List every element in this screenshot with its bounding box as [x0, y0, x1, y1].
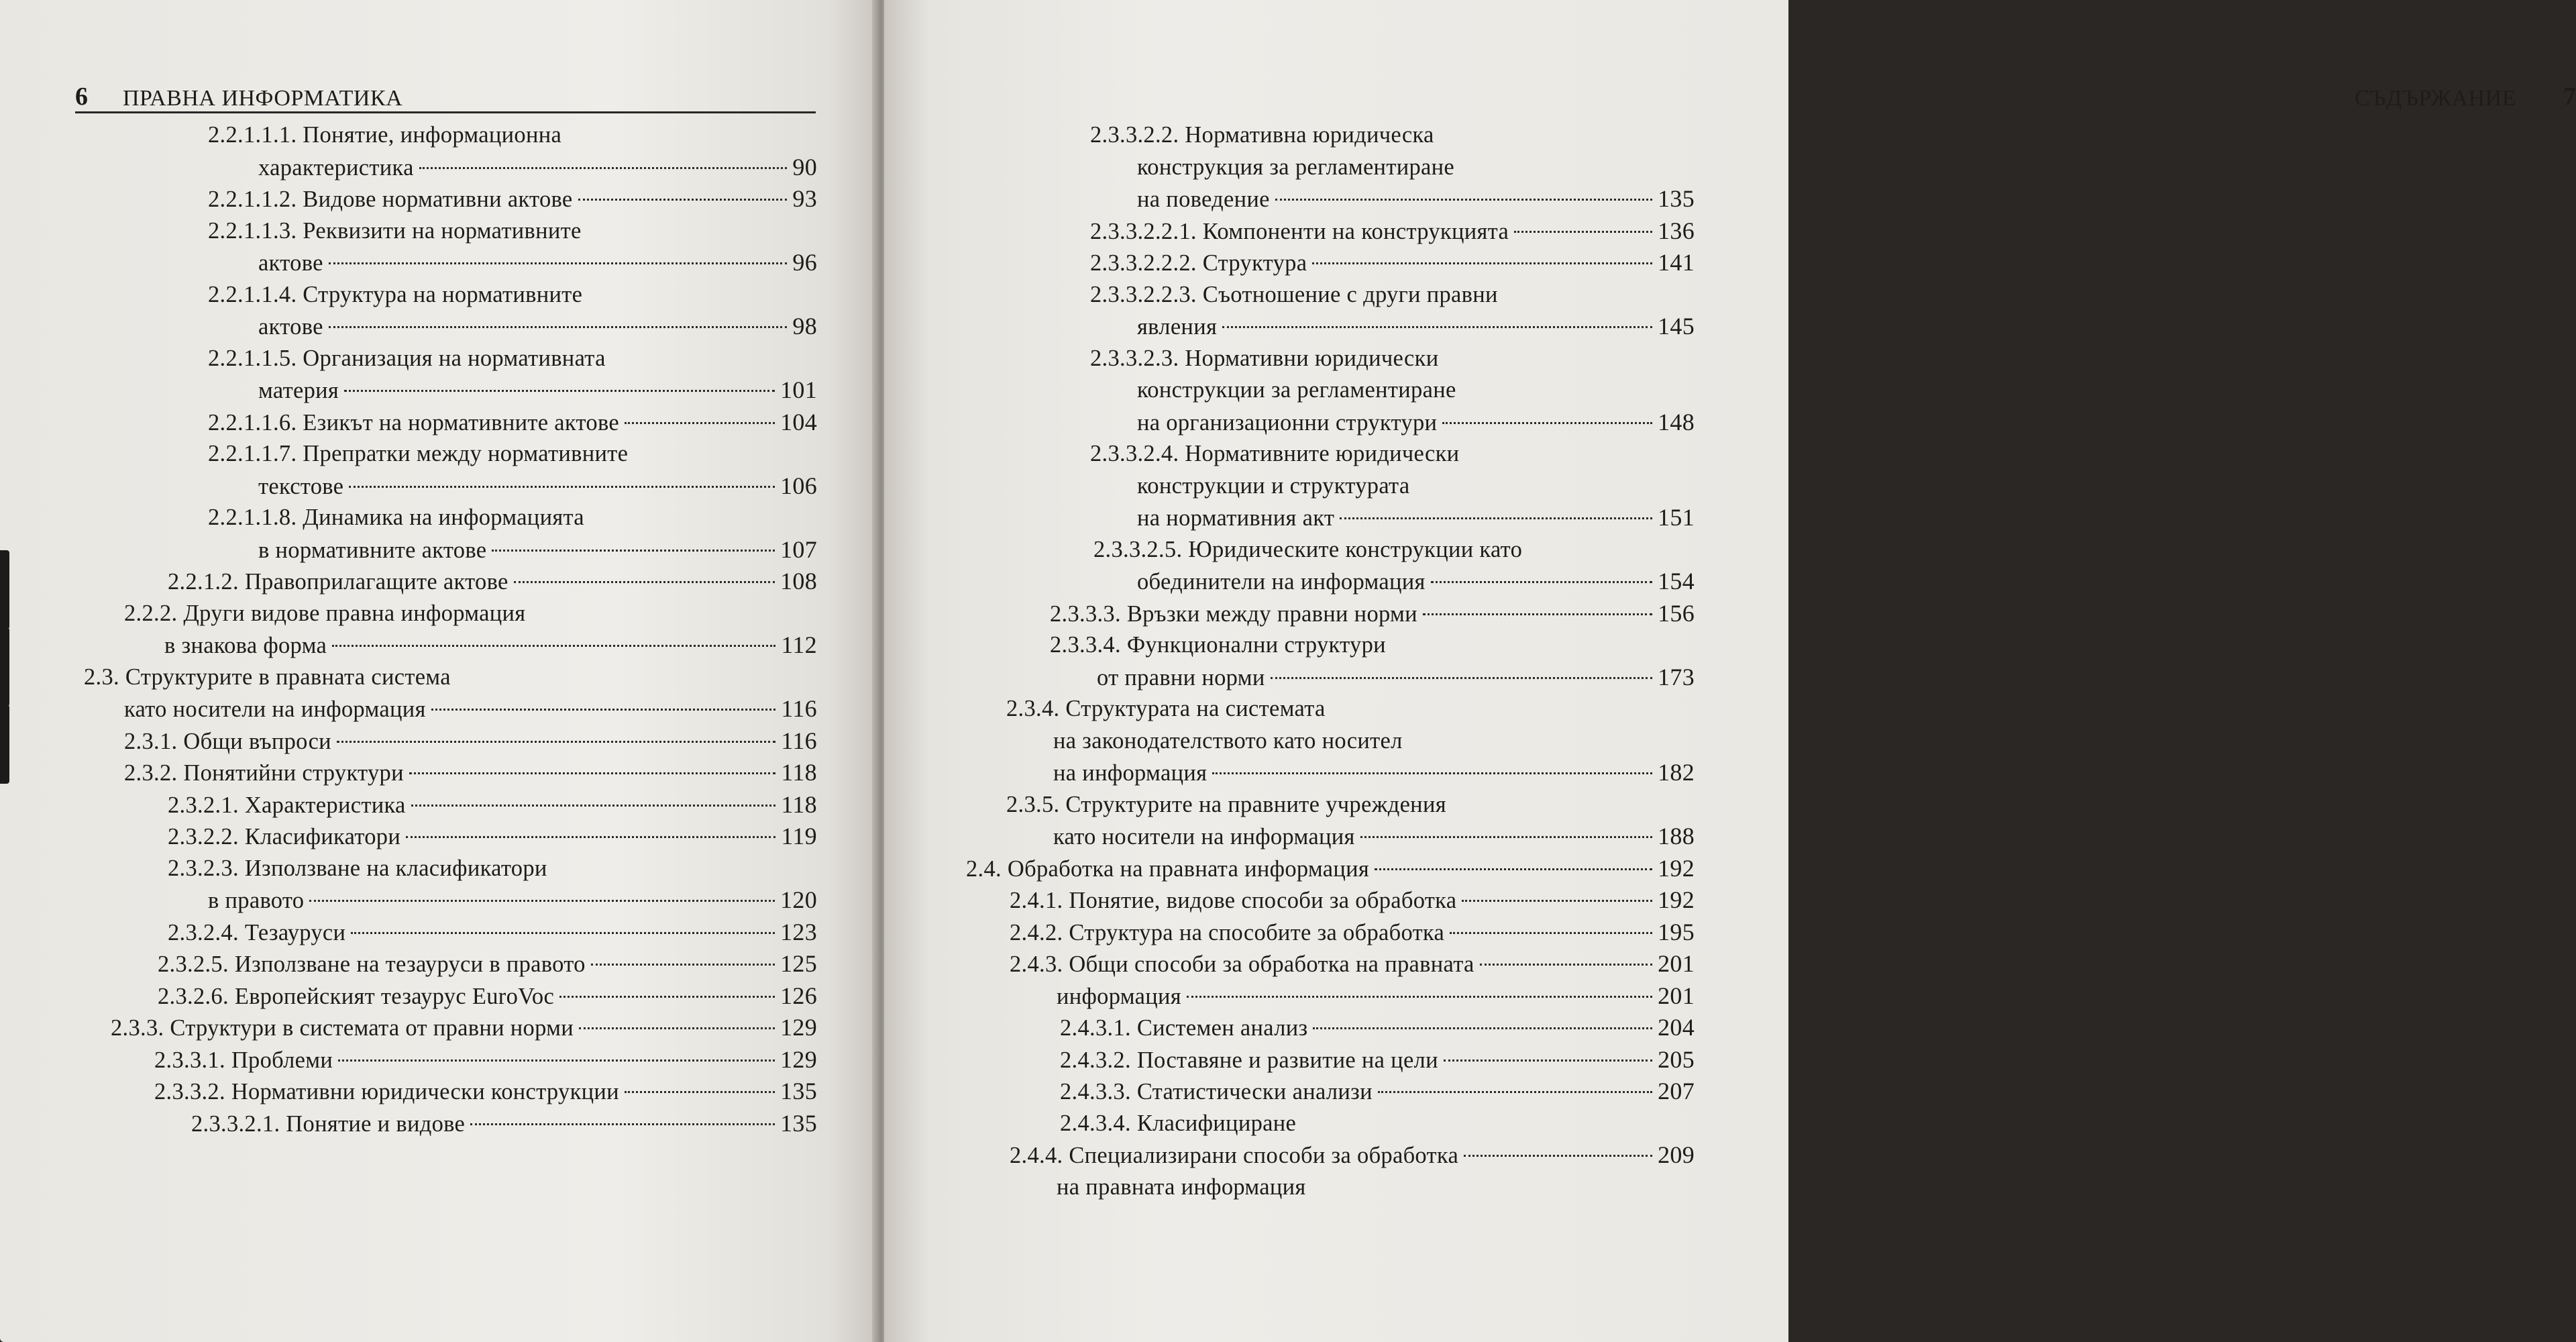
toc-entry-text: на правната информация — [1057, 1174, 1306, 1200]
toc-entry-text: 2.3.3.2.4. Нормативните юридически — [1090, 441, 1460, 466]
toc-page-number: 151 — [1658, 504, 1695, 531]
toc-entry-text: 2.2.1.2. Правоприлагащите актове — [168, 569, 508, 595]
toc-page-number: 192 — [1658, 854, 1695, 882]
dot-leader — [1275, 199, 1652, 201]
toc-page-number: 195 — [1658, 918, 1695, 945]
toc-entry-text: конструкции и структурата — [1137, 472, 1410, 499]
toc-entry — [1090, 119, 1434, 152]
dot-leader — [1444, 1060, 1652, 1062]
toc-entry-text: 2.3.4. Структурата на системата — [1006, 696, 1326, 721]
toc-entry-text: 2.3.3.2.2. Нормативна юридическа — [1090, 122, 1434, 148]
toc-page-number: 118 — [781, 790, 817, 818]
toc-entry-text: на поведение — [1137, 187, 1270, 212]
toc-entry — [1090, 279, 1498, 311]
dot-leader — [406, 836, 775, 838]
toc-entry-text: 2.2.1.1.4. Структура на нормативните — [208, 281, 583, 307]
toc-entry-text: 2.3.3.3. Връзки между правни норми — [1050, 601, 1417, 627]
dot-leader — [351, 932, 775, 934]
toc-entry-text: 2.3.2.5. Използване на тезауруси в правото — [158, 951, 586, 977]
dot-leader — [1187, 996, 1652, 998]
toc-entry — [1060, 1076, 1695, 1108]
toc-entry — [1093, 534, 1522, 566]
left-page-header — [75, 72, 816, 113]
toc-entry — [1137, 502, 1695, 534]
toc-page-number: 90 — [792, 153, 817, 180]
toc-entry-text: 2.3.1. Общи въпроси — [124, 728, 331, 754]
toc-entry — [1053, 725, 1403, 758]
dot-leader — [1423, 613, 1652, 615]
toc-entry — [1137, 183, 1695, 215]
toc-entry — [258, 534, 817, 566]
dot-leader — [579, 1027, 775, 1029]
toc-entry — [111, 1012, 817, 1044]
dot-leader — [591, 964, 775, 966]
toc-entry — [1090, 343, 1438, 375]
toc-entry-text: като носители на информация — [124, 696, 426, 722]
dot-leader — [1480, 964, 1652, 966]
toc-page-number: 207 — [1658, 1078, 1695, 1104]
toc-entry-text: 2.3.3.2.2.3. Съотношение с други правни — [1090, 281, 1498, 307]
toc-entry — [1057, 980, 1695, 1013]
toc-entry-text: конструкции за регламентиране — [1137, 377, 1456, 403]
toc-entry-text: 2.2.1.1.2. Видове нормативни актове — [208, 187, 573, 212]
toc-entry — [168, 789, 817, 821]
dot-leader — [1431, 581, 1652, 583]
toc-entry — [124, 725, 817, 758]
toc-entry-text: 2.3.3.2.3. Нормативни юридически — [1090, 345, 1439, 371]
toc-entry-text: 2.2.1.1.8. Динамика на информацията — [208, 505, 584, 530]
toc-page-number: 129 — [780, 1045, 817, 1073]
toc-entry — [1090, 438, 1459, 470]
toc-entry-text: характеристика — [258, 154, 414, 180]
toc-page-number: 116 — [781, 695, 817, 722]
toc-page-number: 173 — [1658, 663, 1695, 690]
toc-entry — [158, 948, 817, 980]
toc-entry — [1060, 1044, 1695, 1076]
toc-page-number: 154 — [1658, 568, 1695, 595]
toc-entry — [1010, 884, 1695, 917]
toc-entry — [966, 853, 1695, 885]
toc-entry-text: 2.4.3.4. Класифициране — [1060, 1110, 1297, 1136]
toc-entry-text: 2.2.1.1.5. Организация на нормативната — [208, 345, 606, 371]
toc-entry — [258, 374, 817, 407]
toc-entry-text: като носители на информация — [1053, 824, 1355, 849]
toc-entry — [1060, 1108, 1296, 1140]
toc-page-number: 93 — [792, 185, 817, 212]
toc-entry-text: материя — [258, 378, 339, 403]
toc-entry — [168, 566, 817, 598]
toc-entry-text: 2.4.3. Общи способи за обработка на правната — [1010, 951, 1474, 977]
dot-leader — [1222, 326, 1652, 328]
dot-leader — [409, 772, 776, 774]
toc-entry-text: актове — [258, 250, 323, 276]
toc-page-number: 209 — [1658, 1141, 1695, 1168]
toc-page-number: 116 — [781, 727, 817, 754]
toc-entry — [208, 119, 561, 152]
toc-entry-text: 2.3.2.2. Класификатори — [168, 824, 401, 849]
toc-entry-text: 2.3.2.4. Тезауруси — [168, 919, 346, 945]
toc-entry — [208, 502, 584, 534]
toc-page-number: 136 — [1658, 217, 1695, 244]
toc-entry-text: 2.3.3.1. Проблеми — [154, 1047, 333, 1073]
toc-entry — [168, 853, 547, 885]
toc-entry — [164, 629, 817, 662]
toc-page-number: 118 — [781, 759, 817, 786]
toc-page-number: 201 — [1658, 982, 1695, 1009]
dot-leader — [329, 262, 788, 264]
toc-entry — [154, 1044, 817, 1076]
dot-leader — [329, 326, 788, 328]
toc-entry — [124, 598, 525, 630]
left-page-number: 6 — [75, 83, 88, 111]
toc-entry — [1053, 821, 1695, 853]
left-running-title: ПРАВНА ИНФОРМАТИКА — [123, 86, 403, 111]
toc-page-number: 108 — [780, 568, 817, 595]
toc-entry — [168, 917, 817, 949]
toc-page-number: 125 — [780, 950, 817, 977]
dot-leader — [1378, 1091, 1652, 1093]
toc-page-number: 135 — [780, 1078, 817, 1104]
dot-leader — [349, 486, 775, 488]
toc-page-number: 145 — [1658, 313, 1695, 340]
binder-tab — [0, 550, 9, 629]
toc-page-number: 98 — [792, 313, 817, 340]
dot-leader — [578, 199, 788, 201]
dot-leader — [1360, 836, 1652, 838]
toc-entry — [208, 884, 817, 917]
toc-entry — [1050, 598, 1695, 630]
right-page-header — [1843, 72, 2576, 113]
toc-entry-text: 2.3.3.2.1. Понятие и видове — [191, 1111, 466, 1137]
dot-leader — [1450, 932, 1652, 934]
dot-leader — [332, 645, 775, 647]
toc-entry — [1137, 374, 1456, 407]
toc-entry-text: 2.3.3.4. Функционални структури — [1050, 632, 1386, 658]
toc-entry — [1057, 1172, 1306, 1204]
toc-entry-text: обединители на информация — [1137, 569, 1426, 595]
dot-leader — [1442, 422, 1652, 424]
toc-page-number: 135 — [1658, 185, 1695, 212]
toc-entry-text: 2.4.3.1. Системен анализ — [1060, 1015, 1308, 1041]
toc-page-number: 119 — [781, 823, 817, 849]
right-running-title: СЪДЪРЖАНИЕ — [2354, 86, 2516, 111]
toc-entry-text: 2.4.3.3. Статистически анализи — [1060, 1079, 1373, 1104]
toc-page-number: 205 — [1658, 1045, 1695, 1073]
dot-leader — [344, 390, 775, 392]
toc-entry — [1090, 215, 1695, 248]
toc-entry — [124, 757, 817, 789]
toc-page-number: 101 — [780, 376, 817, 403]
toc-entry-text: 2.2.2. Други видове правна информация — [124, 600, 526, 626]
toc-page-number: 129 — [780, 1014, 817, 1041]
toc-entry-text: явления — [1137, 314, 1218, 340]
toc-entry-text: на законодателството като носител — [1053, 727, 1403, 754]
toc-entry-text: 2.4.1. Понятие, видове способи за обработка — [1010, 888, 1457, 913]
toc-entry — [191, 1108, 817, 1140]
toc-page-number: 106 — [780, 472, 817, 499]
toc-entry — [1090, 247, 1695, 279]
toc-page-number: 112 — [781, 631, 817, 658]
dot-leader — [1313, 1027, 1652, 1029]
toc-entry-text: 2.4.2. Структура на способите за обработка — [1010, 919, 1445, 945]
toc-entry — [1137, 566, 1695, 598]
toc-page-number: 201 — [1658, 950, 1695, 977]
toc-entry-text: актове — [258, 314, 323, 340]
toc-entry-text: от правни норми — [1097, 664, 1265, 690]
toc-page-number: 135 — [780, 1109, 817, 1137]
toc-entry — [208, 215, 582, 248]
toc-entry-text: 2.3.2. Понятийни структури — [124, 760, 404, 786]
toc-entry — [1053, 757, 1695, 789]
toc-entry-text: на информация — [1053, 760, 1208, 786]
toc-entry-text: 2.3.3.2. Нормативни юридически конструкции — [154, 1079, 619, 1104]
toc-entry — [208, 343, 606, 375]
toc-entry-text: на нормативния акт — [1137, 505, 1335, 531]
toc-entry-text: 2.2.1.1.3. Реквизити на нормативните — [208, 217, 582, 244]
toc-entry — [258, 247, 817, 279]
dot-leader — [431, 709, 776, 711]
toc-entry-text: 2.3.2.6. Европейският тезаурус EuroVoc — [158, 983, 555, 1009]
dot-leader — [1462, 900, 1652, 902]
toc-page-number: 148 — [1658, 408, 1695, 435]
toc-entry — [1010, 948, 1695, 980]
toc-entry-text: 2.3.3.2.5. Юридическите конструкции като — [1093, 536, 1523, 562]
dot-leader — [1340, 517, 1652, 519]
dot-leader — [625, 1091, 775, 1093]
toc-entry — [1060, 1012, 1695, 1044]
toc-entry-text: текстове — [258, 473, 344, 499]
toc-entry — [208, 279, 582, 311]
toc-entry-text: 2.3.3. Структури в системата от правни норми — [111, 1015, 574, 1041]
toc-page-number: 120 — [780, 886, 817, 913]
toc-entry-text: 2.4. Обработка на правната информация — [966, 856, 1370, 882]
toc-page-number: 126 — [780, 982, 817, 1009]
toc-page-number: 96 — [792, 249, 817, 276]
toc-page-number: 192 — [1658, 886, 1695, 913]
toc-entry — [1137, 311, 1695, 343]
toc-entry-text: в нормативните актове — [258, 537, 487, 563]
toc-entry — [208, 407, 817, 439]
toc-entry — [158, 980, 817, 1013]
binder-tab — [0, 627, 9, 707]
dot-leader — [1514, 231, 1652, 233]
toc-entry — [1006, 789, 1446, 821]
dot-leader — [338, 1060, 775, 1062]
toc-page-number: 104 — [780, 408, 817, 435]
toc-entry-text: 2.3.2.1. Характеристика — [168, 792, 406, 818]
toc-page-number: 123 — [780, 918, 817, 945]
toc-entry — [258, 311, 817, 343]
dot-leader — [514, 581, 775, 583]
toc-entry-text: в правото — [208, 888, 305, 913]
toc-entry — [1137, 470, 1409, 503]
toc-entry-text: в знакова форма — [164, 633, 327, 658]
toc-entry — [1010, 917, 1695, 949]
dot-leader — [1212, 772, 1652, 774]
toc-entry — [258, 470, 817, 503]
toc-entry — [258, 152, 817, 184]
dot-leader — [419, 167, 788, 169]
binder-tab — [0, 705, 9, 784]
toc-entry-text: информация — [1057, 983, 1181, 1009]
toc-entry — [1097, 662, 1695, 694]
toc-entry — [1137, 152, 1454, 184]
toc-entry — [1050, 629, 1386, 662]
dot-leader — [1312, 262, 1652, 264]
toc-page-number: 156 — [1658, 599, 1695, 627]
toc-page-number: 141 — [1658, 249, 1695, 276]
toc-entry-text: 2.2.1.1.1. Понятие, информационна — [208, 122, 562, 148]
toc-entry-text: 2.2.1.1.6. Езикът на нормативните актове — [208, 409, 619, 435]
toc-entry — [1006, 693, 1326, 725]
toc-entry — [84, 662, 451, 694]
dot-leader — [1375, 868, 1652, 870]
dot-leader — [309, 900, 775, 902]
toc-entry — [154, 1076, 817, 1108]
dot-leader — [411, 805, 776, 807]
dot-leader — [337, 741, 775, 743]
toc-entry-text: 2.4.3.2. Поставяне и развитие на цели — [1060, 1047, 1438, 1073]
toc-page-number: 188 — [1658, 823, 1695, 849]
dot-leader — [492, 550, 775, 552]
toc-entry-text: 2.3.5. Структурите на правните учреждения — [1006, 791, 1446, 817]
toc-page-number: 204 — [1658, 1014, 1695, 1041]
toc-entry-text: конструкция за регламентиране — [1137, 154, 1455, 180]
toc-entry-text: 2.2.1.1.7. Препратки между нормативните — [208, 441, 629, 466]
toc-entry-text: 2.4.4. Специализирани способи за обработка — [1010, 1143, 1459, 1168]
right-page-number: 7 — [2563, 83, 2576, 111]
toc-entry-text: 2.3.3.2.2.1. Компоненти на конструкцията — [1090, 218, 1509, 244]
dot-leader — [1464, 1155, 1652, 1157]
dot-leader — [625, 422, 775, 424]
toc-entry — [208, 183, 817, 215]
toc-entry-text: на организационни структури — [1137, 409, 1438, 435]
dot-leader — [559, 996, 775, 998]
dot-leader — [1271, 677, 1652, 679]
toc-entry — [1137, 407, 1695, 439]
dot-leader — [470, 1123, 775, 1125]
toc-page-number: 182 — [1658, 759, 1695, 786]
toc-entry — [168, 821, 817, 853]
toc-entry — [1010, 1139, 1695, 1172]
toc-entry — [208, 438, 628, 470]
toc-entry — [124, 693, 817, 725]
toc-page-number: 107 — [780, 535, 817, 563]
left-page — [0, 0, 880, 1342]
toc-entry-text: 2.3.2.3. Използване на класификатори — [168, 855, 547, 881]
toc-entry-text: 2.3.3.2.2.2. Структура — [1090, 250, 1307, 276]
toc-entry-text: 2.3. Структурите в правната система — [84, 664, 451, 690]
